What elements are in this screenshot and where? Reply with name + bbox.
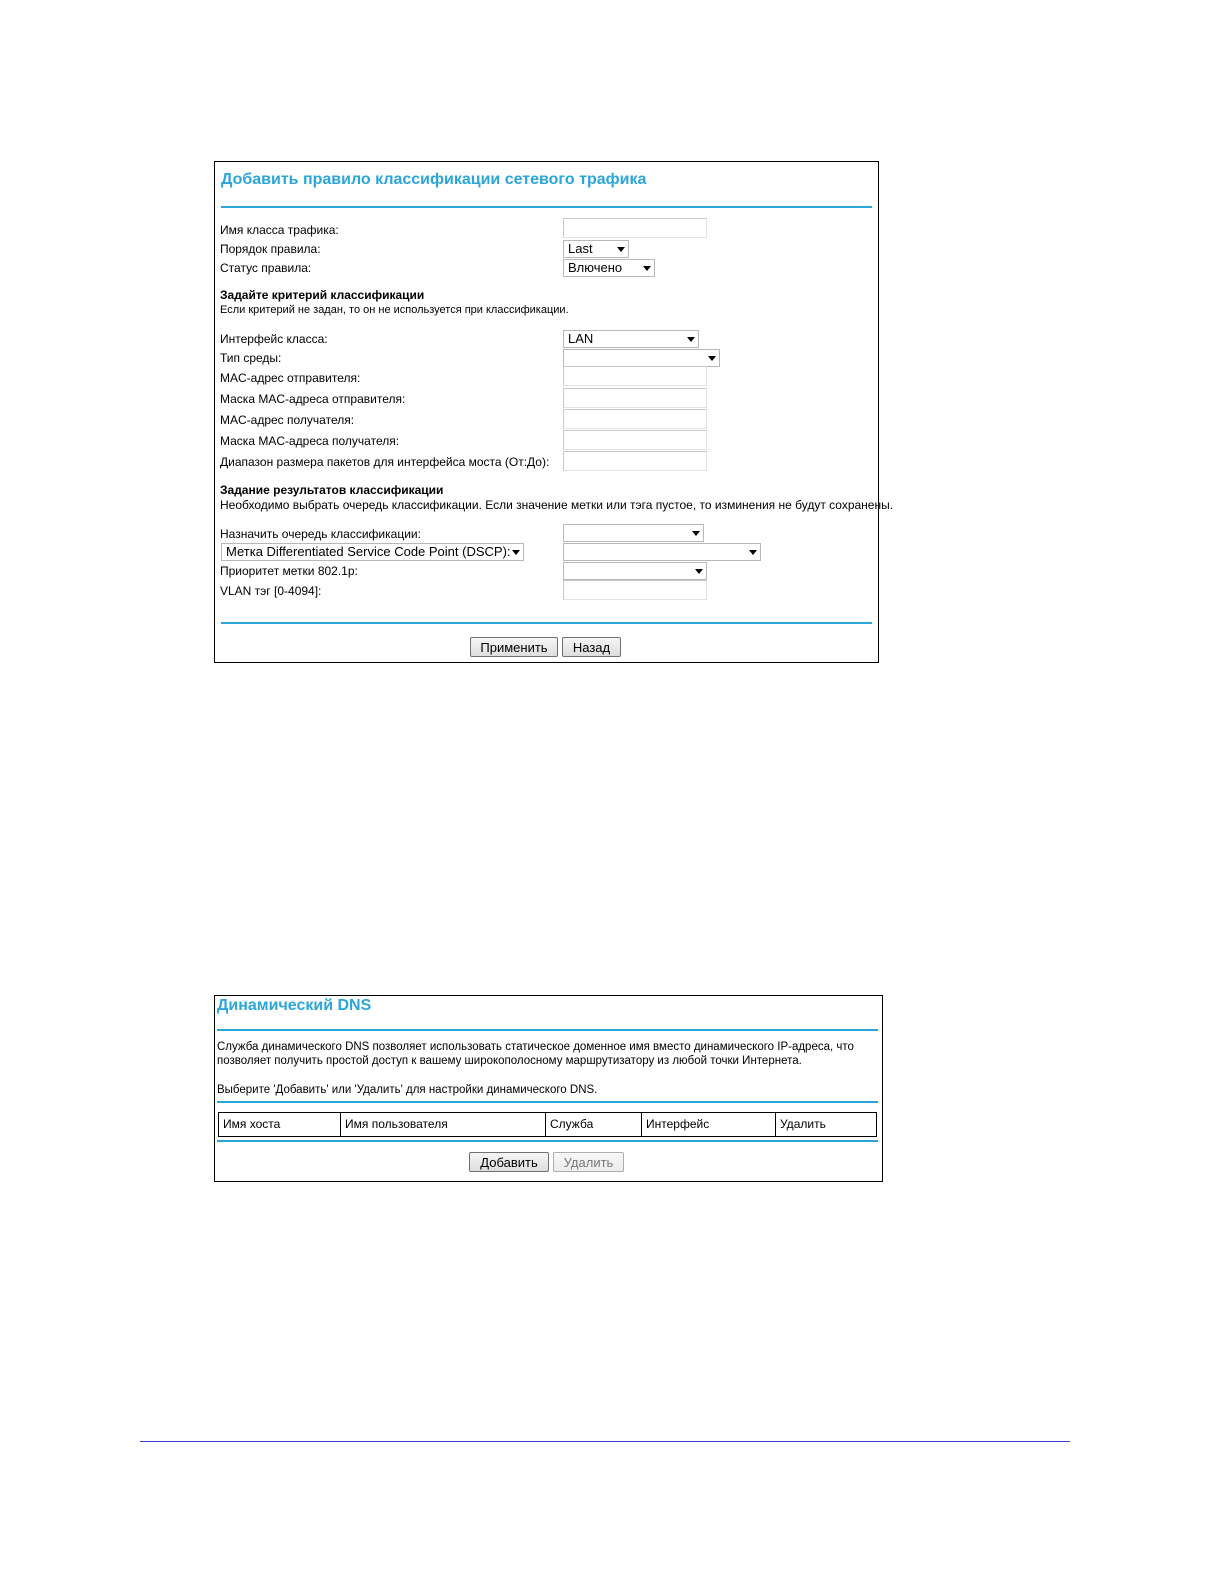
priority-8021p-label: Приоритет метки 802.1p: xyxy=(220,564,358,578)
add-button[interactable]: Добавить xyxy=(469,1152,549,1172)
title-divider xyxy=(221,206,872,208)
dst-mac-input[interactable] xyxy=(563,409,707,429)
chevron-down-icon xyxy=(617,247,625,252)
dst-mac-mask-input[interactable] xyxy=(563,430,707,450)
ddns-title: Динамический DNS xyxy=(217,997,372,1014)
rule-order-select[interactable] xyxy=(563,240,629,258)
media-type-label: Тип среды: xyxy=(220,351,282,365)
dst-mac-label: MAC-адрес получателя: xyxy=(220,413,355,427)
chevron-down-icon xyxy=(708,356,716,361)
media-type-select[interactable] xyxy=(563,349,720,367)
chevron-down-icon xyxy=(687,337,695,342)
back-button[interactable]: Назад xyxy=(562,637,621,657)
rule-order-label: Порядок правила: xyxy=(220,242,321,256)
rule-status-label: Статус правила: xyxy=(220,261,312,275)
src-mac-label: MAC-адрес отправителя: xyxy=(220,371,361,385)
ddns-bottom-divider xyxy=(217,1140,878,1142)
packet-size-input[interactable] xyxy=(563,451,707,471)
assign-queue-select[interactable] xyxy=(563,524,704,542)
results-heading: Задание результатов классификации xyxy=(220,483,444,497)
ddns-description-line2: позволяет получить простой доступ к вашему широкополосному маршрутизатору из любой точки Интернета. xyxy=(217,1055,802,1067)
traffic-class-name-label: Имя класса трафика: xyxy=(220,223,339,237)
traffic-class-name-input[interactable] xyxy=(563,218,707,238)
ddns-title-divider xyxy=(217,1029,878,1031)
ddns-table-divider xyxy=(217,1101,878,1103)
footer-divider xyxy=(221,622,872,624)
qos-rule-title: Добавить правило классификации сетевого трафика xyxy=(221,171,647,188)
dscp-mark-select[interactable] xyxy=(221,543,524,561)
criteria-heading: Задайте критерий классификации xyxy=(220,288,425,302)
ddns-panel xyxy=(214,995,883,1182)
criteria-note: Если критерий не задан, то он не используется при классификации. xyxy=(220,304,569,316)
remove-button[interactable]: Удалить xyxy=(553,1152,624,1172)
chevron-down-icon xyxy=(643,266,651,271)
rule-order-value: Last xyxy=(568,241,593,256)
qos-rule-panel xyxy=(214,161,894,663)
rule-status-value: Влючено xyxy=(568,260,623,275)
src-mac-mask-label: Маска MAC-адреса отправителя: xyxy=(220,392,406,406)
chevron-down-icon xyxy=(695,569,703,574)
src-mac-input[interactable] xyxy=(563,366,707,386)
priority-8021p-select[interactable] xyxy=(563,562,707,580)
apply-button[interactable]: Применить xyxy=(470,637,558,657)
assign-queue-label: Назначить очередь классификации: xyxy=(220,527,421,541)
ddns-table-header xyxy=(218,1112,877,1137)
src-mac-mask-input[interactable] xyxy=(563,388,707,408)
column-hostname: Имя хоста xyxy=(219,1113,341,1136)
rule-status-select[interactable] xyxy=(563,259,655,277)
chevron-down-icon xyxy=(512,550,520,555)
class-interface-label: Интерфейс класса: xyxy=(220,332,328,346)
dst-mac-mask-label: Маска MAC-адреса получателя: xyxy=(220,434,400,448)
chevron-down-icon xyxy=(749,550,757,555)
dscp-value-select[interactable] xyxy=(563,543,761,561)
vlan-tag-input[interactable] xyxy=(563,580,707,600)
class-interface-value: LAN xyxy=(568,331,594,346)
column-service: Служба xyxy=(546,1113,642,1136)
column-delete: Удалить xyxy=(780,1117,826,1131)
vlan-tag-label: VLAN тэг [0-4094]: xyxy=(220,584,322,598)
class-interface-select[interactable] xyxy=(563,330,699,348)
column-username: Имя пользователя xyxy=(341,1113,546,1136)
chevron-down-icon xyxy=(692,531,700,536)
ddns-description-line1: Служба динамического DNS позволяет использовать статическое доменное имя вместо динамического IP-адреса, что xyxy=(217,1041,854,1053)
ddns-instruction: Выберите 'Добавить' или 'Удалить' для настройки динамического DNS. xyxy=(217,1084,598,1096)
page-footer-rule xyxy=(140,1441,1070,1442)
packet-size-label: Диапазон размера пакетов для интерфейса моста (От:До): xyxy=(220,455,550,469)
results-note: Необходимо выбрать очередь классификации. Если значение метки или тэга пустое, то изминения не будут сохранены. xyxy=(220,498,894,512)
dscp-mark-select-label: Метка Differentiated Service Code Point (DSCP): xyxy=(226,544,511,559)
column-interface: Интерфейс xyxy=(642,1113,776,1136)
